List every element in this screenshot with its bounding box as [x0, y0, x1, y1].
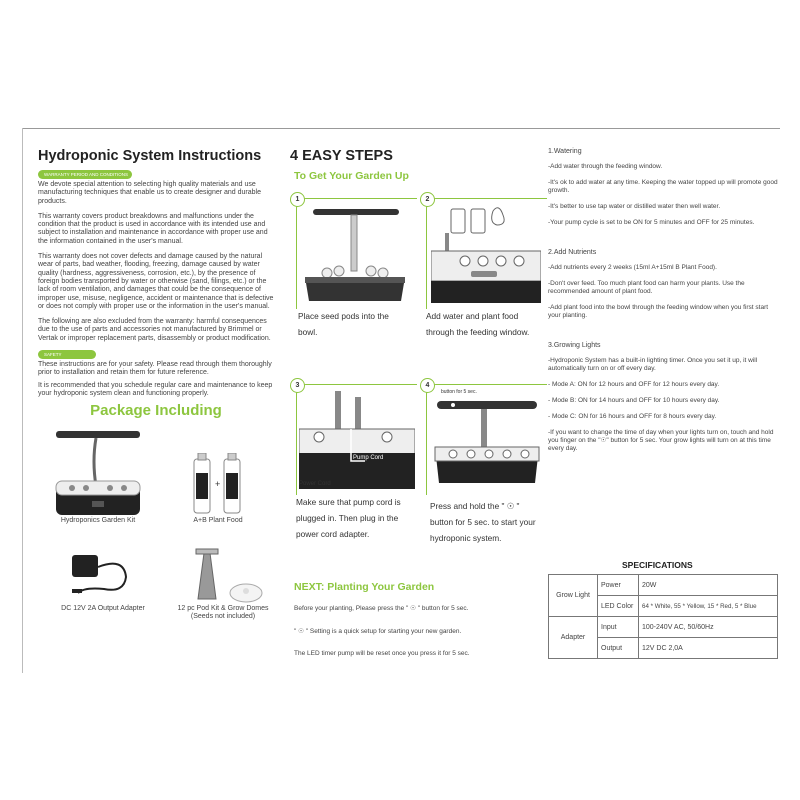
watering-heading: 1.Watering: [548, 148, 582, 155]
warranty-paragraph: This warranty covers product breakdowns and malfunctions under the condition that the product is used in accordance with its intended use and subject to installation and maintenance in accordance with proper use and the information contained in the user's manual.: [38, 212, 268, 245]
pump-cord-label: Pump Cord: [353, 455, 384, 461]
step-3-panel: [296, 384, 417, 495]
garden-kit-caption: Hydroponics Garden Kit: [60, 517, 136, 525]
watering-line: -It's ok to add water at any time. Keeping the water topped up will promote good growth.: [548, 179, 778, 194]
package-title: Package Including: [90, 402, 222, 420]
step-1-panel: [296, 198, 417, 309]
lights-line: - Mode C: ON for 16 hours and OFF for 8 hours every day.: [548, 413, 717, 420]
adapter-image: [64, 549, 138, 599]
power-cord-label: Power Cord: [299, 481, 331, 487]
steps-column: [290, 148, 528, 182]
safety-paragraph: These instructions are for your safety. Please read through them thoroughly prior to installation and retain them for future reference.: [38, 361, 272, 377]
next-line: " ☉ " Setting is a quick setup for starting your new garden.: [294, 628, 462, 635]
steps-title: 4 EASY STEPS: [290, 148, 393, 164]
grow-light-cell: Grow Light: [549, 575, 598, 617]
pod-kit-caption: 12 pc Pod Kit & Grow Domes: [177, 605, 269, 613]
button-label: button for 5 sec.: [441, 389, 477, 395]
step-4-image: [431, 399, 543, 489]
step-4-caption: Press and hold the " ☉ " button for 5 sec. to start your hydroponic system.: [430, 501, 536, 543]
nutrients-line: -Don't over feed. Too much plant food can harm your plants. Use the recommended amount of plant food.: [548, 280, 745, 295]
nutrients-line: -Add plant food into the bowl through the feeding window when you first start your planting.: [548, 304, 769, 319]
nutrients-heading: 2.Add Nutrients: [548, 249, 597, 256]
steps-subtitle: To Get Your Garden Up: [294, 170, 409, 182]
power-label: Power: [598, 575, 639, 596]
warranty-tag: WARRANTY PERIOD AND CONDITIONS: [38, 170, 132, 179]
specifications-title: SPECIFICATIONS: [622, 560, 693, 570]
step-3-image: [299, 389, 415, 489]
lights-line: -If you want to change the time of day when your lights turn on, touch and hold you finger on the "☉" button for 5 sec. Your grow lights will turn on at this time every day.: [548, 429, 774, 452]
left-divider: [22, 128, 23, 673]
garden-kit-image: [52, 431, 144, 521]
next-title: NEXT: Planting Your Garden: [294, 581, 435, 593]
lights-line: - Mode B: ON for 14 hours and OFF for 10 hours every day.: [548, 397, 720, 404]
output-value: 12V DC 2,0A: [639, 638, 778, 659]
lights-line: -Hydroponic System has a built-in lighting timer. Once you set it up, it will automatically turn on or off every day.: [548, 357, 758, 372]
next-line: Before your planting, Please press the " ☉ " button for 5 sec.: [294, 605, 469, 612]
input-value: 100-240V AC, 50/60Hz: [639, 617, 778, 638]
adapter-cell: Adapter: [549, 617, 598, 659]
lights-line: - Mode A: ON for 12 hours and OFF for 12 hours every day.: [548, 381, 720, 388]
svg-text:+: +: [215, 479, 221, 490]
warranty-paragraph: The following are also excluded from the warranty: harmful consequences due to the use of parts and accessories not manufactured by Brimmel or Vertak or improper replacement parts, disassembly or product modification.: [38, 318, 271, 342]
next-line: The LED timer pump will be reset once you press it for 5 sec.: [294, 650, 470, 657]
care-column: [548, 148, 782, 461]
input-label: Input: [598, 617, 639, 638]
plant-food-bottles-image: [190, 453, 246, 515]
watering-line: -Add water through the feeding window.: [548, 163, 663, 170]
safety-tag: SAFETY: [38, 350, 96, 359]
pod-kit-image: [188, 545, 268, 603]
lights-heading: 3.Growing Lights: [548, 342, 601, 349]
package-grid: [38, 419, 274, 639]
warranty-paragraph: This warranty does not cover defects and damage caused by the natural wear of parts, bad weather, flooding, freezing, damage caused by water quality (hardness, aggressiveness, corrosion, etc.), by the presence of foreign bodies transported by water or otherwise (sand, filings, etc.) or the lack of room ventilation, and damages that could be the consequence of improper use, misuse, negligence, accident or maintenance that is defective or does not comply with proper use or the information in the user's manual.: [38, 253, 274, 310]
led-color-value: 64 * White, 55 * Yellow, 15 * Red, 5 * Blue: [639, 596, 778, 617]
step-3-caption: Make sure that pump cord is plugged in. Then plug in the power cord adapter.: [296, 497, 401, 539]
step-1-caption: Place seed pods into the bowl.: [298, 311, 389, 337]
specifications-table: [548, 574, 778, 659]
plant-food-caption: A+B Plant Food: [193, 517, 243, 525]
step-3-number: 3: [290, 378, 305, 393]
step-2-panel: [426, 198, 547, 309]
step-2-caption: Add water and plant food through the feeding window.: [426, 311, 530, 337]
watering-line: -It's better to use tap water or distilled water then well water.: [548, 203, 721, 210]
step-4-panel: [426, 384, 547, 495]
step-4-number: 4: [420, 378, 435, 393]
output-label: Output: [598, 638, 639, 659]
step-1-number: 1: [290, 192, 305, 207]
led-color-label: LED Color: [598, 596, 639, 617]
step-2-number: 2: [420, 192, 435, 207]
safety-paragraph: It is recommended that you schedule regular care and maintenance to keep your hydroponic system clean and functioning properly.: [38, 381, 273, 397]
instructions-column: [38, 148, 274, 639]
adapter-caption: DC 12V 2A Output Adapter: [61, 605, 145, 613]
warranty-paragraph: We devote special attention to selecting high quality materials and use manufacturing techniques that enable us to create designer and durable products.: [38, 181, 261, 205]
step-2-image: [431, 203, 541, 303]
top-divider: [22, 128, 780, 129]
page-title: Hydroponic System Instructions: [38, 148, 262, 164]
watering-line: -Your pump cycle is set to be ON for 5 minutes and OFF for 25 minutes.: [548, 219, 755, 226]
power-value: 20W: [639, 575, 778, 596]
step-1-image: [301, 209, 413, 305]
nutrients-line: -Add nutrients every 2 weeks (15ml A+15ml B Plant Food).: [548, 264, 717, 271]
pod-kit-note: (Seeds not included): [190, 613, 256, 621]
